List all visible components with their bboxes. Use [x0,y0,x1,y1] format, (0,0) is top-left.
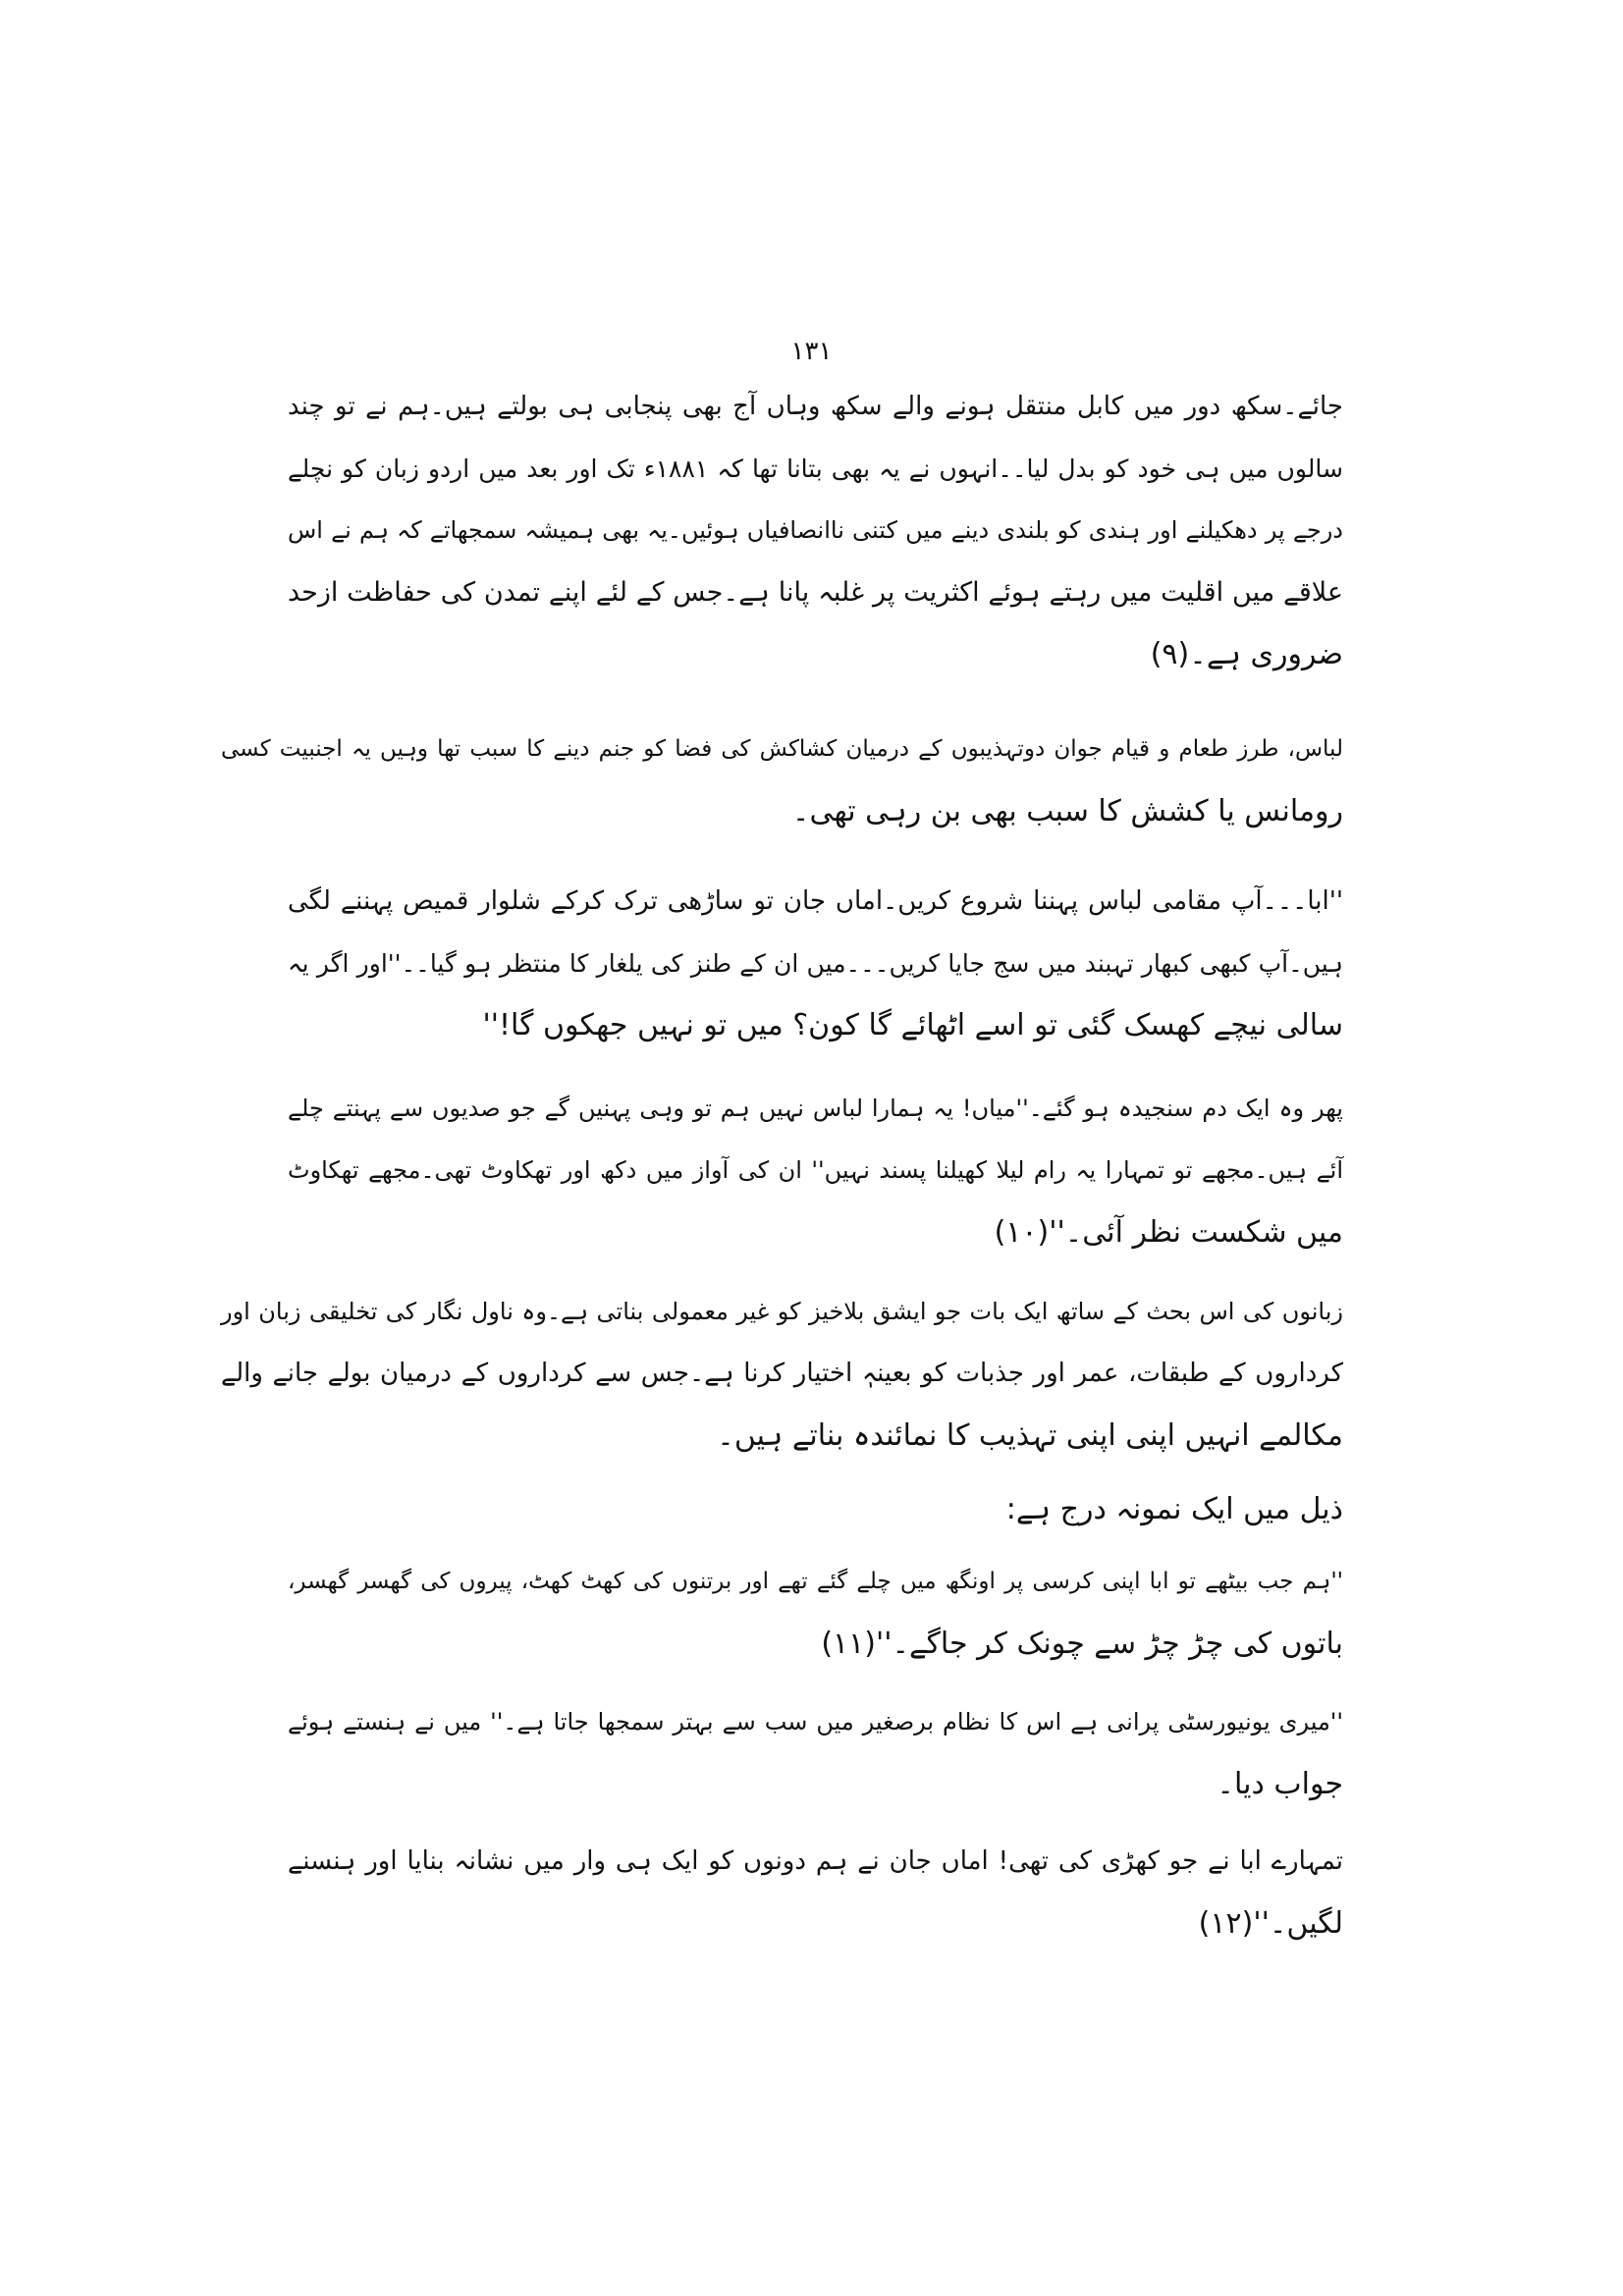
text-line: میں شکست نظر آئی۔''(۱۰) [994,1215,1343,1250]
text-line: ''ابا۔۔۔آپ مقامی لباس پہننا شروع کریں۔اماں جان تو ساڑھی ترک کرکے شلوار قمیص پہننے لگی [288,886,1343,916]
text-line: درجے پر دھکیلنے اور ہندی کو بلندی دینے میں کتنی ناانصافیاں ہوئیں۔یہ بھی ہمیشہ سمجھاتے کہ ہم نے اس [288,516,1343,544]
quote-block [288,1691,1343,1815]
body-paragraph [221,719,1343,842]
text-line: پھر وہ ایک دم سنجیدہ ہو گئے۔''میاں! یہ ہمارا لباس نہیں ہم تو وہی پہنیں گے جو صدیوں سے پہنتے چلے [288,1095,1343,1122]
body-paragraph [221,1281,1343,1467]
text-line: لگیں۔''(۱۲) [1198,1906,1343,1941]
text-line: ''ہم جب بیٹھے تو ابا اپنی کرسی پر اونگھ میں چلے گئے تھے اور برتنوں کی کھٹ کھٹ، پیروں کی گھسر گھسر، [288,1569,1343,1594]
text-line: کرداروں کے طبقات، عمر اور جذبات کو بعینہٖ اختیار کرنا ہے۔جس سے کرداروں کے درمیان بولے جانے والے [221,1359,1343,1388]
quote-block [288,376,1343,685]
text-line: ذیل میں ایک نمونہ درج ہے: [1005,1492,1343,1526]
text-line: لباس، طرز طعام و قیام جوان دوتہذیبوں کے درمیان کشاکش کی فضا کو جنم دینے کا سبب تھا وہیں یہ اجنبیت کسی [221,736,1343,762]
text-line: جواب دیا۔ [1217,1767,1343,1801]
quote-block [288,871,1343,1056]
intro-line [221,1478,1343,1540]
text-line: سالوں میں ہی خود کو بدل لیا۔۔انہوں نے یہ بھی بتانا تھا کہ ۱۸۸۱ء تک اور بعد میں اردو زبان کو نچلے [288,454,1343,483]
text-line: جائے۔سکھ دور میں کابل منتقل ہونے والے سکھ وہاں آج بھی پنجابی ہی بولتے ہیں۔ہم نے تو چند [288,392,1343,421]
text-line: ضروری ہے۔(۹) [1150,637,1343,671]
quote-block [288,1551,1343,1675]
text-line: ''میری یونیورسٹی پرانی ہے اس کا نظام برصغیر میں سب سے بہتر سمجھا جاتا ہے۔'' میں نے ہنستے ہوئے [288,1708,1343,1735]
text-line: باتوں کی چڑ چڑ سے چونک کر جاگے۔''(۱۱) [821,1627,1343,1661]
text-line: ہیں۔آپ کبھی کبھار تہبند میں سج جایا کریں۔۔۔میں ان کے طنز کی یلغار کا منتظر ہو گیا۔۔''اور اگر یہ [288,949,1343,978]
text-line: رومانس یا کشش کا سبب بھی بن رہی تھی۔ [791,794,1343,828]
text-line: تمہارے ابا نے جو کھڑی کی تھی! اماں جان نے ہم دونوں کو ایک ہی وار میں نشانہ بنایا اور ہنسنے [288,1846,1343,1876]
quote-block [288,1831,1343,1954]
text-line: زبانوں کی اس بحث کے ساتھ ایک بات جو ایشق بلاخیز کو غیر معمولی بناتی ہے۔وہ ناول نگار کی تخلیقی زبان اور [221,1298,1343,1325]
text-line: آئے ہیں۔مجھے تو تمہارا یہ رام لیلا کھیلنا پسند نہیں'' ان کی آواز میں دکھ اور تھکاوٹ تھی۔مجھے تھکاوٹ [288,1156,1343,1184]
text-line: علاقے میں اقلیت میں رہتے ہوئے اکثریت پر غلبہ پانا ہے۔جس کے لئے اپنے تمدن کی حفاظت ازحد [288,577,1343,608]
page-number: ۱۳۱ [790,337,833,366]
text-line: مکالمے انہیں اپنی اپنی تہذیب کا نمائندہ بناتے ہیں۔ [717,1418,1343,1453]
text-line: سالی نیچے کھسک گئی تو اسے اٹھائے گا کون؟ میں تو نہیں جھکوں گا!'' [482,1008,1343,1042]
quote-block [288,1078,1343,1263]
